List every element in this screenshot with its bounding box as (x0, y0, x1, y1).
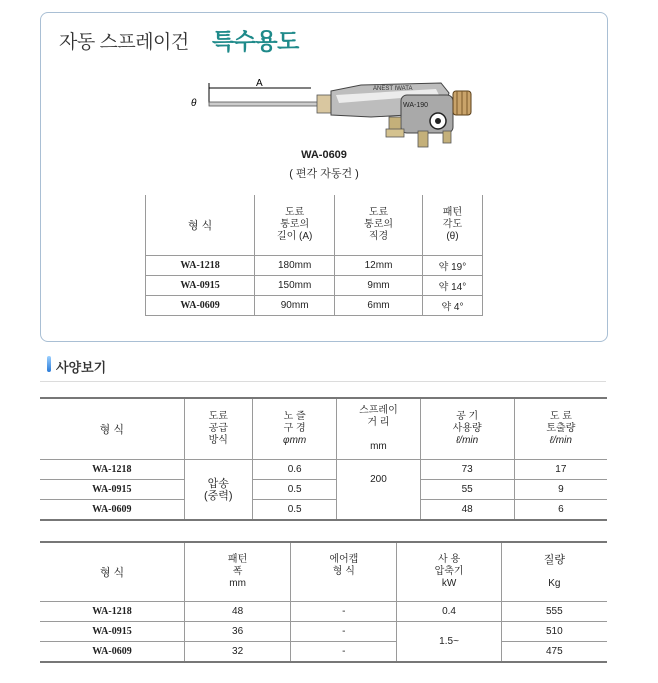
model-cell: WA-0609 (40, 642, 184, 663)
table-cell: 36 (184, 622, 290, 642)
header-cell: 형 식 (40, 398, 184, 460)
table-cell: 약 19° (422, 256, 482, 276)
table-cell: 12mm (335, 256, 423, 276)
table-cell: 0.5 (252, 500, 336, 521)
table-cell: 48 (184, 602, 290, 622)
table-header-row (146, 195, 483, 256)
table-row (40, 602, 607, 622)
table-row (146, 256, 483, 276)
table-cell: 180mm (255, 256, 335, 276)
model-cell: WA-0915 (40, 480, 184, 500)
model-cell: WA-0609 (40, 500, 184, 521)
header-cell: 사 용 압축기 kW (397, 542, 501, 602)
compressor-cell: 0.4 (397, 602, 501, 622)
table-row (40, 500, 607, 521)
spray-distance-cell: 200 (337, 460, 420, 521)
table-cell: 475 (501, 642, 607, 663)
header-cell: 스프레이 거 리 mm (337, 398, 420, 460)
model-cell: WA-1218 (40, 602, 184, 622)
table-cell: 73 (420, 460, 514, 480)
spec-table-2 (40, 541, 607, 663)
table-row (40, 480, 607, 500)
table-row (146, 296, 483, 316)
table-cell: 510 (501, 622, 607, 642)
table-cell: 6mm (335, 296, 423, 316)
table-header-row (40, 542, 607, 602)
table-cell: 32 (184, 642, 290, 663)
table-cell: 0.6 (252, 460, 336, 480)
model-subcaption: ( 편각 자동건 ) (289, 168, 359, 180)
angle-label: θ (191, 98, 197, 109)
section-title: 사양보기 (56, 360, 107, 375)
supply-method-cell: 압송 (중력) (184, 460, 252, 521)
section-divider (40, 381, 606, 382)
header-cell: 패턴 폭 mm (184, 542, 290, 602)
header-cell: 에어캡 형 식 (291, 542, 397, 602)
table-cell: 약 4° (422, 296, 482, 316)
model-cell: WA-0609 (146, 296, 255, 316)
brand-label: ANEST IWATA (373, 86, 413, 92)
compressor-cell: 1.5~ (397, 622, 501, 663)
page-subtitle: 자동 스프레이건 (59, 32, 189, 53)
header-cell: 패턴 각도 (θ) (422, 195, 482, 256)
gun-label: WA-190 (403, 102, 429, 109)
header-cell: 도 료 토출량 ℓ/min (514, 398, 607, 460)
header-cell: 도료 통로의 직경 (335, 195, 423, 256)
table-row (146, 276, 483, 296)
header-cell: 형 식 (146, 195, 255, 256)
model-cell: WA-0915 (146, 276, 255, 296)
table-cell: 9mm (335, 276, 423, 296)
table-cell: 약 14° (422, 276, 482, 296)
spec-table-1 (40, 397, 607, 521)
table-cell: 55 (420, 480, 514, 500)
table-cell: 6 (514, 500, 607, 521)
header-cell: 노 즐 구 경 φmm (252, 398, 336, 460)
header-cell: 질량 Kg (501, 542, 607, 602)
table-row (40, 622, 607, 642)
table-cell: - (291, 602, 397, 622)
table-cell: 0.5 (252, 480, 336, 500)
angle-spec-table (145, 195, 483, 316)
table-cell: 48 (420, 500, 514, 521)
header-cell: 도료 통로의 길이 (A) (255, 195, 335, 256)
spray-gun-image (181, 73, 481, 153)
table-cell: 90mm (255, 296, 335, 316)
header-cell: 공 기 사용량 ℓ/min (420, 398, 514, 460)
table-cell: 555 (501, 602, 607, 622)
page-title: 특수용도 (212, 28, 299, 54)
table-cell: 17 (514, 460, 607, 480)
table-cell: - (291, 642, 397, 663)
table-cell: - (291, 622, 397, 642)
table-cell: 9 (514, 480, 607, 500)
dimension-label: A (256, 78, 263, 89)
model-cell: WA-1218 (40, 460, 184, 480)
table-row (40, 460, 607, 480)
table-row (40, 642, 607, 663)
model-caption: WA-0609 (301, 149, 347, 161)
table-cell: 150mm (255, 276, 335, 296)
header-cell: 도료 공급 방식 (184, 398, 252, 460)
model-cell: WA-0915 (40, 622, 184, 642)
section-bullet-icon (47, 356, 51, 372)
header-cell: 형 식 (40, 542, 184, 602)
table-header-row (40, 398, 607, 460)
model-cell: WA-1218 (146, 256, 255, 276)
